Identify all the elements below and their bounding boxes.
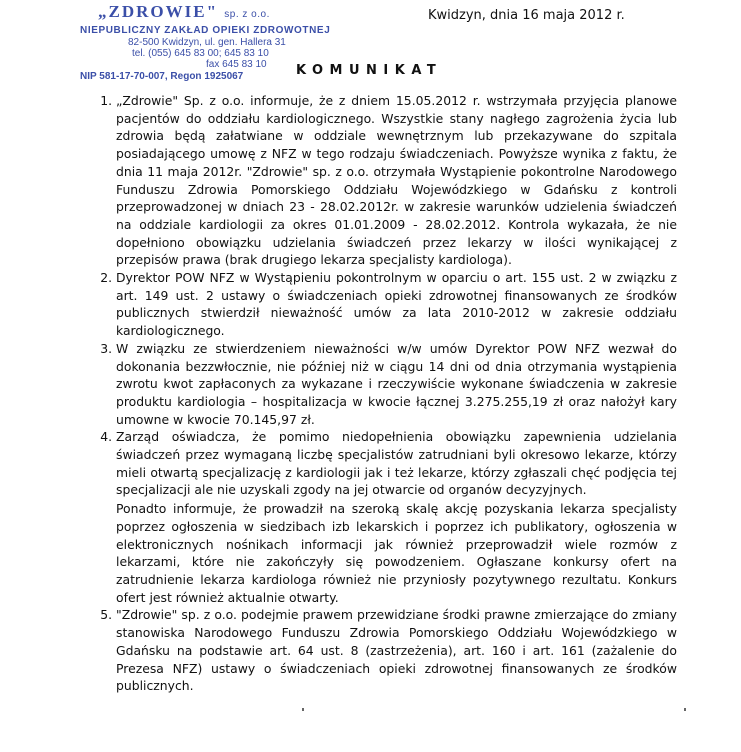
list-item bbox=[116, 606, 677, 695]
list-item bbox=[116, 428, 677, 606]
document-date: Kwidzyn, dnia 16 maja 2012 r. bbox=[428, 8, 625, 23]
stamp-phone: tel. (055) 645 83 00; 645 83 10 bbox=[132, 48, 269, 59]
numbered-list bbox=[87, 92, 677, 695]
list-item-paragraph: 5. "Zdrowie" sp. z o.o. podejmie prawem przewidziane środki prawne zmierzające do zmiany stanowiska Narodowego Funduszu Zdrowia Pomorskiego Oddziału Wojewódzkiego w Gdańsku na podstawie art. 64 ust. 8 (zastrzeżenia), art. 160 i art. 161 (zażalenie do Prezesa NFZ) ustawy o świadczeniach opieki zdrowotnej finansowanych ze środków publicznych. bbox=[116, 607, 677, 694]
stamp-company-name: „ZDROWIE" sp. z o.o. bbox=[98, 2, 270, 21]
scan-mark bbox=[302, 708, 304, 711]
document-title: KOMUNIKAT bbox=[296, 63, 443, 78]
list-item-paragraph: 3. W związku ze stwierdzeniem nieważności w/w umów Dyrektor POW NFZ wezwał do dokonania bezzwłocznie, nie później niż w ciągu 14 dni od dnia otrzymania wystąpienia zwrotu kwot zapłaconych za wykazane i rzeczywiście wykonane świadczenia w zakresie produktu kardiologia – hospitalizacja w kwocie łącznej 3.275.255,19 zł oraz nałożył kary umowne w kwocie 70.145,97 zł. bbox=[116, 340, 677, 427]
stamp-address: 82-500 Kwidzyn, ul. gen. Hallera 31 bbox=[128, 37, 286, 48]
list-item bbox=[116, 92, 677, 269]
stamp-fax: fax 645 83 10 bbox=[206, 59, 267, 70]
stamp-subtitle: NIEPUBLICZNY ZAKŁAD OPIEKI ZDROWOTNEJ bbox=[80, 25, 331, 36]
list-item bbox=[116, 269, 677, 340]
stamp-company-suffix: sp. z o.o. bbox=[224, 9, 270, 20]
list-item-paragraph: 4. Zarząd oświadcza, że pomimo niedopełnienia obowiązku zapewnienia udzielania świadczeń przez wymaganą liczbę specjalistów zatrudniani byli okresowo lekarze, którzy mieli otwartą specjalizację z kardiologii jak i też lekarze, którzy zgłaszali chęć podjęcia tej specjalizacji ale nie uzyskali zgody na jej otwarcie od organów decyzyjnych. bbox=[116, 429, 677, 498]
stamp-nip-regon: NIP 581-17-70-007, Regon 1925067 bbox=[80, 71, 244, 82]
list-item bbox=[116, 340, 677, 429]
list-item-paragraph: Ponadto informuje, że prowadził na szeroką skalę akcję pozyskania lekarza specjalisty poprzez ogłoszenia w siedzibach izb lekarskich i poprzez ich publikatory, ogłoszenia w elektronicznych nośnikach informacji jak również przeprowadził wiele rozmów z lekarzami, które nie zakończyły się powodzeniem. Ogłaszane konkursy ofert na zatrudnienie lekarza kardiologa również nie przyniosły pozytywnego rezultatu. Konkurs ofert jest również aktualnie otwarty. bbox=[116, 501, 677, 605]
scan-mark bbox=[684, 708, 686, 711]
list-item-paragraph: 1. „Zdrowie" Sp. z o.o. informuje, że z dniem 15.05.2012 r. wstrzymała przyjęcia planowe pacjentów do oddziału kardiologicznego. Wszystkie stany nagłego zagrożenia życia lub zdrowia będą załatwiane w oddziale wewnętrznym lub przekazywane do szpitala posiadającego umowę z NFZ w tego rodzaju świadczeniach. Powyższe wynika z faktu, że dnia 11 maja 2012r. "Zdrowie" sp. z o.o. otrzymała Wystąpienie pokontrolne Narodowego Funduszu Zdrowia Pomorskiego Oddziału Wojewódzkiego w Gdańsku z kontroli przeprowadzonej w dniach 23 - 28.02.2012r. w zakresie warunków udzielenia świadczeń na oddziale kardiologii za okres 01.01.2009 - 28.02.2012. Kontrola wykazała, że nie dopełniono obowiązku udzielania świadczeń przez lekarzy w ilości wynikającej z przepisów prawa (brak drugiego lekarza specjalisty kardiologa). bbox=[116, 93, 677, 268]
document-body bbox=[87, 92, 677, 695]
list-item-paragraph: 2. Dyrektor POW NFZ w Wystąpieniu pokontrolnym w oparciu o art. 155 ust. 2 w związku z art. 149 ust. 2 ustawy o świadczeniach opieki zdrowotnej finansowanych ze środków publicznych stwierdził nieważność umów za lata 2010-2012 w zakresie oddziału kardiologicznego. bbox=[116, 270, 677, 339]
